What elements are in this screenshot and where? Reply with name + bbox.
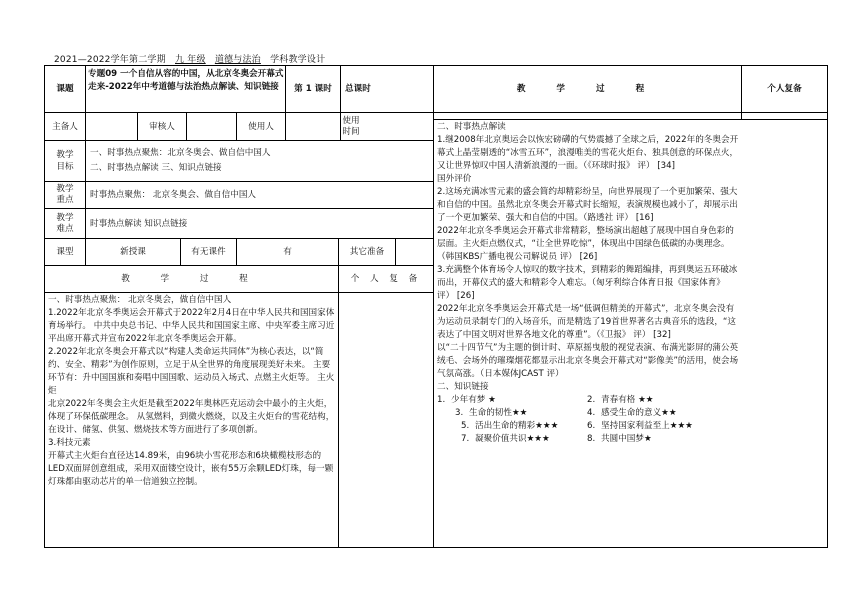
knowledge-num: 1. bbox=[437, 395, 446, 405]
key-label: 教学重点 bbox=[56, 184, 74, 205]
goals-line-1: 一、时事热点聚焦：北京冬奥会、做自信中国人 bbox=[90, 148, 271, 158]
left-para-0: 一、时事热点聚焦： 北京冬奥会，做自信中国人 bbox=[48, 295, 232, 305]
left-body bbox=[48, 294, 335, 544]
knowledge-num: 2. bbox=[587, 395, 596, 405]
left-para-5: 开幕式主火炬台直径达14.89米，由96块小雪花形态和6块橄榄枝形态的LED双面屏创意组成，采用双面镂空设计，嵌有55万余颗LED灯珠，每一颗灯珠都由驱动芯片的单一信道独立控制。 bbox=[48, 451, 334, 487]
document-header bbox=[54, 52, 325, 65]
header-suffix: 学科教学设计 bbox=[270, 55, 326, 65]
courseware-label: 有无课件 bbox=[191, 247, 226, 257]
knowledge-row bbox=[437, 420, 739, 433]
right-para-8: 二、知识链接 bbox=[437, 382, 489, 392]
personal-prep-label: 个人复备 bbox=[767, 84, 802, 94]
other-prep-label: 其它准备 bbox=[349, 247, 385, 257]
right-para-4: 2022年北京冬季奥运会开幕式非常精彩，整场演出超越了展现中国自身色彩的层面。主火炬点燃仪式，“让全世界吃惊”，体现出中国绿色低碳的办奥理念。（韩国KBS广播电视公司解说员 评） [26] bbox=[437, 226, 734, 262]
key-text: 时事热点聚焦： 北京冬奥会、做自信中国人 bbox=[90, 190, 257, 200]
reviewer-label: 审核人 bbox=[149, 121, 175, 132]
type-value: 新授课 bbox=[120, 247, 146, 257]
right-para-5: 3.充满整个体育场令人惊叹的数字技术，到精彩的舞蹈编排，再到奥运五环破冰而出，开幕仪式的盛大和精彩令人难忘。（匈牙利综合体育日报《国家体育》 评） [26] bbox=[437, 265, 738, 301]
knowledge-row bbox=[437, 433, 739, 446]
left-para-1: 1.2022年北京冬季奥运会开幕式于2022年2月4日在中华人民共和国国家体育场举行。 中共中央总书记、中华人民共和国国家主席、中央军委主席习近平出席开幕式并宣布2022年北京冬季奥运会开幕。 bbox=[48, 308, 335, 344]
right-para-2: 国外评价 bbox=[437, 174, 472, 184]
type-label: 课型 bbox=[56, 247, 74, 257]
knowledge-item: 青春有格 ★★ bbox=[601, 395, 654, 405]
topic-label: 课题 bbox=[56, 84, 74, 94]
knowledge-row bbox=[437, 407, 739, 420]
topic-text: 专题09 一个自信从容的中国，从北京冬奥会开幕式走来-2022年中考道德与法治热点解读、知识链接 bbox=[88, 69, 284, 92]
right-para-0: 二、时事热点解读 bbox=[437, 122, 506, 132]
right-para-6: 2022年北京冬季奥运会开幕式是一场“低调但精美的开幕式”，北京冬奥会没有为运动员录制专门的入场音乐，而是精选了19首世界著名古典音乐的选段，“这表达了中国文明对世界各地文化的尊重”。（《卫报》 评） [32] bbox=[437, 304, 736, 340]
goals-label: 教学目标 bbox=[56, 150, 74, 172]
courseware-value: 有 bbox=[283, 247, 292, 257]
goals-line-2: 二、时事热点解读 三、知识点链接 bbox=[90, 163, 222, 173]
process-label: 教 学 过 程 bbox=[516, 84, 659, 94]
difficulty-text: 时事热点解读 知识点链接 bbox=[90, 218, 188, 229]
knowledge-item: 凝聚价值共识★★★ bbox=[475, 434, 550, 444]
use-time-label: 使用时间 bbox=[342, 115, 360, 137]
left-para-4: 3.科技元素 bbox=[48, 438, 91, 448]
knowledge-item: 感受生命的意义★★ bbox=[601, 408, 677, 418]
knowledge-num: 5. bbox=[461, 421, 470, 431]
knowledge-num: 7. bbox=[461, 434, 470, 444]
preparer-label: 主备人 bbox=[52, 121, 78, 132]
user-label: 使用人 bbox=[248, 121, 274, 132]
right-para-7: 以“二十四节气”为主题的倒计时、草原摇曳般的视觉表演、布满光影屏的蒲公英绒毛、会场外的璀璨烟花都显示出北京冬奥会开幕式对“影像美”的活用，使会场气氛高涨。（日本媒体JCAST 评） bbox=[437, 343, 739, 379]
left-para-2: 2.2022年北京冬奥会开幕式以“构建人类命运共同体”为核心表达，以“简约、安全、精彩”为创作原则，立足于从全世界的角度展现美好未来。 主要环节有：升中国国旗和奏唱中国国歌、运动员入场式、点燃主火炬等。 主火炬 bbox=[48, 347, 335, 396]
right-para-1: 1.继2008年北京奥运会以恢宏磅礴的气势震撼了全球之后，2022年的冬奥会开幕式上晶莹剔透的“冰雪五环”，浪漫唯美的雪花火炬台、独具创意的环保点火，又让世界惊叹中国人清新浪漫的一面。（《环球时报》 评） [34] bbox=[437, 135, 739, 171]
knowledge-item: 共圆中国梦★ bbox=[601, 434, 652, 444]
knowledge-item: 活出生命的精彩★★★ bbox=[475, 421, 559, 431]
knowledge-num: 3. bbox=[455, 408, 464, 418]
knowledge-num: 4. bbox=[587, 408, 596, 418]
right-para-3: 2.这场充满冰雪元素的盛会简约却精彩纷呈，向世界展现了一个更加繁荣、强大和自信的中国。虽然北京冬奥会开幕式时长缩短，表演规模也减小了，却展示出了一个更加繁荣、强大和自信的中国。（路透社 评） [16] bbox=[437, 187, 738, 223]
knowledge-item: 少年有梦 ★ bbox=[451, 395, 496, 405]
header-subject: 道德与法治 bbox=[214, 55, 261, 65]
difficulty-label: 教学难点 bbox=[56, 212, 74, 234]
knowledge-item: 坚持国家利益至上★★★ bbox=[601, 421, 693, 431]
total-periods-label: 总课时 bbox=[345, 84, 371, 94]
knowledge-row bbox=[437, 394, 739, 407]
header-term: 2021—2022学年第二学期 bbox=[54, 55, 166, 65]
personal-label-2: 个 人 复 备 bbox=[350, 274, 422, 284]
knowledge-num: 8. bbox=[587, 434, 596, 444]
process-label-2: 教 学 过 程 bbox=[121, 274, 262, 284]
header-grade: 九 年级 bbox=[175, 55, 206, 65]
period: 第 1 课时 bbox=[294, 84, 332, 94]
right-body bbox=[437, 121, 739, 546]
knowledge-num: 6. bbox=[587, 421, 596, 431]
knowledge-item: 生命的韧性★★ bbox=[469, 408, 528, 418]
left-para-3: 北京2022年冬奥会主火炬是截至2022年奥林匹克运动会中最小的主火炬，体现了环保低碳理念。 从氢燃料，到微火燃烧，以及主火炬台的雪花结构，在设计、储氢、供氢、燃烧技术等方面进行了多项创新。 bbox=[48, 399, 335, 435]
knowledge-list bbox=[437, 394, 739, 446]
